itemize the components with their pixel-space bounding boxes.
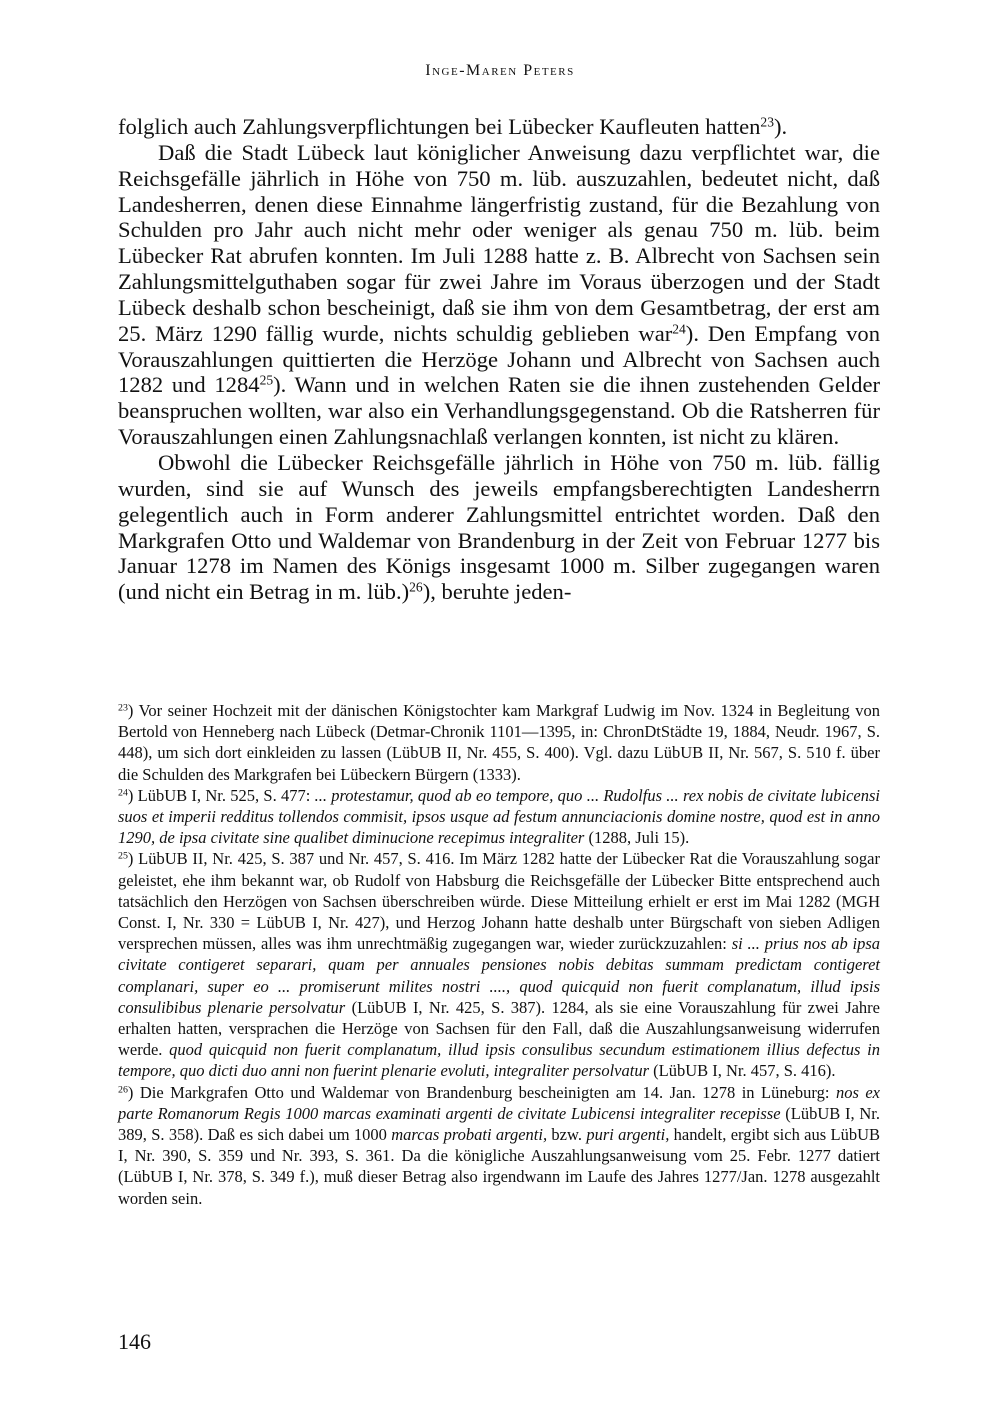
paragraph-2-text-b: ). Den Empfang von Vorauszahlungen quittierten die Herzöge Johann und Albrecht von Sachsen auch 1282 und 1284 — [118, 320, 880, 398]
footnotes — [118, 700, 880, 1209]
footnote-24-text-a: ) LübUB I, Nr. 525, S. 477: — [127, 785, 315, 805]
paragraph-2-text-a: Daß die Stadt Lübeck laut königlicher Anweisung dazu verpflichtet war, die Reichsgefälle jährlich in Höhe von 750 m. lüb. auszuzahlen, bedeutet nicht, daß Landesherren, denen diese Einnahme längerfristig zustand, für die Bezahlung von Schulden pro Jahr auch nicht mehr oder weniger als genau 750 m. lüb. beim Lübecker Rat abrufen konnten. Im Juli 1288 hatte z. B. Albrecht von Sachsen sein Zahlungsmittelguthaben sogar für zwei Jahre im Voraus überzogen und der Stadt Lübeck deshalb schon bescheinigt, daß sie ihm von dem Gesamtbetrag, der erst am 25. März 1290 fällig wurde, nichts schuldig geblieben war — [118, 139, 880, 346]
paragraph-3 — [118, 450, 880, 605]
footnote-23-text: ) Vor seiner Hochzeit mit der dänischen Königstochter kam Markgraf Ludwig im Nov. 1324 in Begleitung von Bertold von Henneberg nach Lübeck (Detmar-Chronik 1101—1395, in: ChronDtStädte 19, 1884, Neudr. 1967, S. 448), um sich dort einkleiden zu lassen (LübUB II, Nr. 455, S. 400). Vgl. dazu LübUB II, Nr. 567, S. 510 f. über die Schulden des Markgrafen bei Lübeckern Bürgern (1333). — [118, 701, 880, 784]
footnote-ref-23[interactable]: 23 — [760, 114, 774, 130]
footnote-26-text-b: (LübUB I, Nr. 389, S. 358). Daß es sich dabei um 1000 — [118, 1103, 880, 1145]
footnote-26-text-a: ) Die Markgrafen Otto und Waldemar von Brandenburg bescheinigten am 14. Jan. 1278 in Lüneburg: — [127, 1082, 836, 1102]
footnote-ref-24[interactable]: 24 — [672, 321, 686, 337]
paragraph-2-text-c: ). Wann und in welchen Raten sie die ihnen zustehenden Gelder beanspruchen wollten, war also ein Verhandlungsgegenstand. Ob die Ratsherren für Vorauszahlungen einen Zahlungsnachlaß verlangen konnten, ist nicht zu klären. — [118, 372, 881, 450]
footnote-mark-25: 25 — [118, 850, 128, 862]
footnote-mark-24: 24 — [118, 787, 128, 799]
footnote-25-text-c: (LübUB I, Nr. 457, S. 416). — [649, 1061, 836, 1081]
footnote-24-text-b: (1288, Juli 15). — [584, 828, 690, 848]
footnote-25-text-b: (LübUB I, Nr. 425, S. 387). 1284, als sie eine Vorauszahlung für zwei Jahre erhalten hatten, versprachen die Herzöge von Sachsen für den Fall, daß die Auszahlungsanweisung widerrufen werde. — [118, 997, 881, 1060]
paragraph-1-text: folglich auch Zahlungsverpflichtungen bei Lübecker Kaufleuten hatten — [118, 114, 761, 139]
footnote-mark-23: 23 — [118, 702, 128, 714]
footnote-25-quote-b: quod quicquid non fuerit complanatum, illud ipsis consulibus secundum estimationem illius defectus in tempore, quo dicti duo anni non fuerint plenarie evoluti, integraliter persolvatur — [118, 1040, 880, 1081]
paragraph-1 — [118, 114, 880, 140]
paragraph-3-text-a: Obwohl die Lübecker Reichsgefälle jährlich in Höhe von 750 m. lüb. fällig wurden, sind sie auf Wunsch des jeweils empfangsberechtigten Landesherrn gelegentlich auch in Form anderer Zahlungsmittel entrichtet worden. Daß den Markgrafen Otto und Waldemar von Brandenburg in der Zeit von Februar 1277 bis Januar 1278 im Namen des Königs insgesamt 1000 m. Silber zugegangen waren (und nicht ein Betrag in m. lüb.) — [118, 449, 880, 605]
footnote-24 — [118, 785, 880, 849]
page-number: 146 — [118, 1329, 151, 1354]
footnote-24-quote: ... protestamur, quod ab eo tempore, quo ... Rudolfus ... rex nobis de civitate lubicensi suos et imperii redditus tollendos commisit, ipsos usque ad festum annunciacionis domine nostre, quod est in anno 1290, de ipsa civitate sine qualibet diminucione recepimus integraliter — [118, 785, 880, 848]
footnote-26 — [118, 1082, 880, 1209]
footnote-ref-25[interactable]: 25 — [259, 372, 274, 388]
running-head: Inge-Maren Peters — [425, 62, 575, 79]
paragraph-2 — [118, 140, 880, 450]
footnote-mark-26: 26 — [118, 1084, 128, 1096]
footnote-25-text-a: ) LübUB II, Nr. 425, S. 387 und Nr. 457, S. 416. Im März 1282 hatte der Lübecker Rat die Vorauszahlung sogar geleistet, ehe ihm bekannt war, ob Rudolf von Habsburg die Reichsgefälle der Lübecker Bitte entsprechend auch tatsächlich den Herzögen von Sachsen überschreiben würde. Diese Mitteilung erhielt er erst im Mai 1282 (MGH Const. I, Nr. 330 = LübUB I, Nr. 427), und Herzog Johann hatte deshalb unter Bürgschaft von sieben Adligen versprechen müssen, alles was ihm unrechtmäßig zugegangen war, wieder zurückzuzahlen: — [118, 849, 880, 954]
footnote-23 — [118, 700, 880, 785]
footnote-25-quote-a: si ... prius nos ab ipsa civitate contigeret separari, quam per annuales pensiones nobis debitas summam predictam contigeret complanari, super eo ... promiserunt milites nostri ...., quod quicquid non fuerit complanatum, illud ipsis consulibibus plenarie persolvatur — [118, 934, 881, 1017]
paragraph-1-end: ). — [773, 114, 788, 139]
footnote-26-quote-b: marcas probati argenti, — [391, 1125, 548, 1145]
main-text — [118, 114, 880, 605]
footnote-26-quote-a: nos ex parte Romanorum Regis 1000 marcas examinati argenti de civitate Lubicensi integraliter recepisse — [118, 1082, 880, 1123]
footnote-26-quote-c: puri argenti, — [586, 1125, 670, 1145]
footnote-25 — [118, 848, 880, 1081]
footnote-ref-26[interactable]: 26 — [409, 579, 423, 595]
footnote-26-text-c: bzw. — [547, 1125, 587, 1145]
paragraph-3-text-b: ), beruhte jeden- — [422, 579, 572, 605]
footnote-26-text-d: handelt, ergibt sich aus LübUB I, Nr. 390, S. 359 und Nr. 393, S. 361. Da die königliche Auszahlungsanweisung vom 25. Febr. 1277 datiert (LübUB I, Nr. 378, S. 349 f.), muß dieser Betrag also irgendwann im Laufe des Jahres 1277/Jan. 1278 ausgezahlt worden sein. — [118, 1125, 881, 1208]
